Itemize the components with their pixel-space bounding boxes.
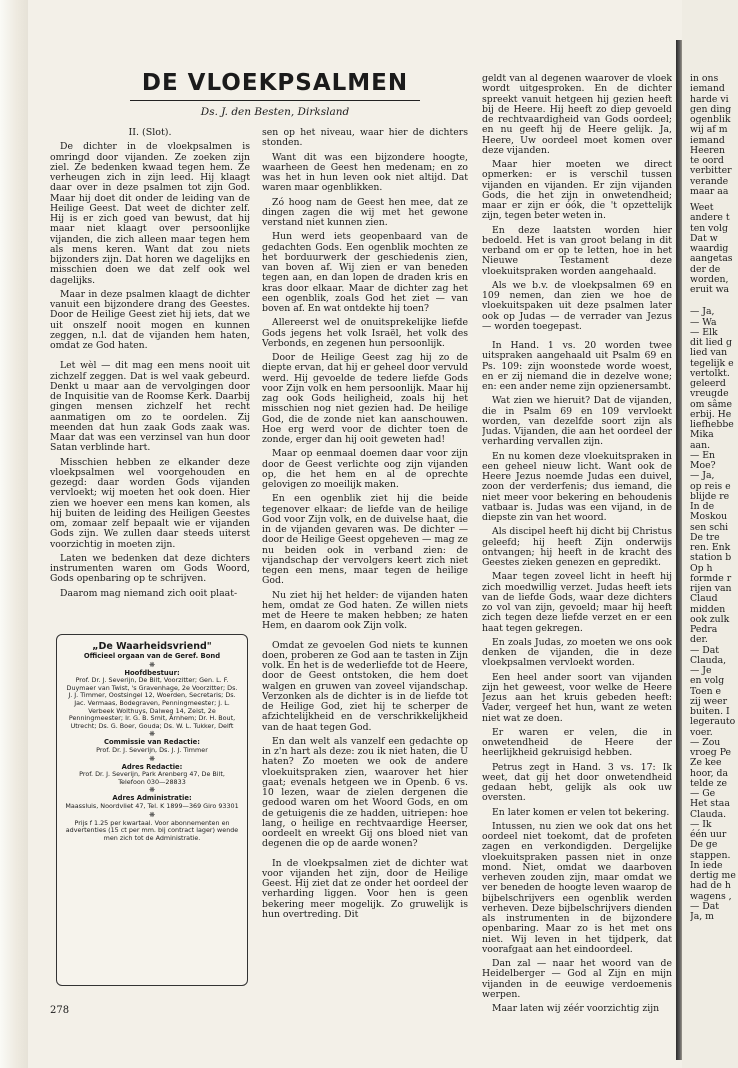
paragraph: Als we b.v. de vloekpsalmen 69 en 109 nemen, dan zien we hoe de vloekuitspaken uit deze psalmen later ook op Judas — de verrader van Jezus — worden toegepast. bbox=[482, 279, 672, 332]
fragment-line: erbij. He bbox=[690, 408, 732, 420]
fragment-line: Ze kee bbox=[690, 757, 722, 769]
masthead-title: „De Waarheidsvriend" bbox=[92, 641, 212, 652]
paragraph: En dan welt als vanzelf een gedachte op in z'n hart als deze: zou ik niet haten, die U haten? Zo moeten we ook de andere vloekuitspraken zien, waarover het hier gaat; evenals hetgeen we in Openb. 6 vs. 10 lezen, waar de zielen dergenen die gedood waren om het Woord Gods, en om de getuigenis die ze hadden, uitriepen: hoe lang, o heilige en rechtvaardige Heerser, oordeelt en wreekt Gij ons bloed niet van degenen die op de aarde wonen? bbox=[262, 735, 468, 850]
masthead-subtitle: Officieel orgaan van de Geref. Bond bbox=[83, 652, 221, 660]
paragraph: Omdat ze gevoelen God niets te kunnen doen, proberen ze God aan te tasten in Zijn volk. En het is de wederliefde tot de Heere, door de Geest ontstoken, die hem doet walgen en gruwen van zoveel vijandschap. Verzonken als de dichter is in de liefde tot de Heilige God, ziet hij te scherper de afzichtelijkheid en de verschrikkelijkheid van de haat tegen God. bbox=[262, 639, 468, 733]
paragraph: Maar in deze psalmen klaagt de dichter vanuit een bijzondere drang des Geestes. Door de Heilige Geest ziet hij iets, dat we uit onszelf nooit mogen en kunnen zeggen, n.l. dat de vijanden hem haten, omdat ze God haten. bbox=[50, 288, 250, 351]
paragraph: Als discipel heeft hij dicht bij Christus geleefd; hij heeft Zijn onderwijs ontvangen; hij heeft in de kracht des Geestes zieken genezen en gepredikt. bbox=[482, 526, 672, 568]
fragment-line: — Je bbox=[690, 665, 712, 676]
admin-heading: Adres Administratie: bbox=[112, 794, 192, 803]
paragraph: Wat zien we hieruit? Dat de vijanden, die in Psalm 69 en 109 vervloekt worden, van dezelfde soort zijn als Judas. Vijanden, die aan het oordeel der verharding vervallen zijn. bbox=[482, 395, 672, 448]
fragment-line: sen schi bbox=[690, 521, 729, 533]
fragment-line: — Ja, bbox=[690, 470, 715, 482]
fragment-line: — Ge bbox=[690, 788, 716, 799]
paragraph: Allereerst wel de onuitsprekelijke liefde Gods jegens het volk Israël, het volk des Verbonds, en zegenen hun persoonlijk. bbox=[262, 317, 468, 349]
text-column-1 bbox=[50, 128, 250, 633]
fragment-line: vreugde bbox=[690, 388, 729, 400]
paragraph: Maar tegen zoveel licht in heeft hij zich moedwillig verzet. Judas heeft iets van de liefde Gods, waar deze dichters zo vol van zijn, gevoeld; maar hij heeft zich tegen deze liefde verzet en er een haat tegen gekregen. bbox=[482, 571, 672, 634]
page-fold-shadow bbox=[0, 0, 28, 1068]
fragment-line: — Ik bbox=[690, 818, 712, 830]
fragment-line: — Elk bbox=[690, 326, 718, 338]
fragment-line: vertolkt. bbox=[690, 367, 730, 379]
article-title: DE VLOEKPSALMEN bbox=[141, 70, 409, 96]
fragment-line: De tre bbox=[690, 531, 720, 543]
fragment-line: legerauto bbox=[690, 716, 736, 728]
paragraph: geldt van al degenen waarover de vloek wordt uitgesproken. En de dichter spreekt vanuit hetgeen hij gezien heeft bij de Heere. Hij heeft zo diep gevoeld de rechtvaardigheid van Gods oordeel; en nu geeft hij de Heere gelijk. Ja, Heere, Uw oordeel moet komen over deze vijanden. bbox=[482, 74, 672, 156]
fragment-line: iemand bbox=[690, 134, 725, 146]
paragraph: Er waren er velen, die in onwetendheid de Heere der heerlijkheid gekruisigd hebben. bbox=[482, 726, 672, 759]
paragraph: In de vloekpsalmen ziet de dichter wat voor vijanden het zijn, door de Heilige Geest. Hij ziet dat ze onder het oordeel der verharding liggen. Voor hen is geen bekering meer mogelijk. Zo gruwelijk is hun overtreding. Dit bbox=[262, 857, 468, 920]
fragment-line: buiten. I bbox=[690, 706, 730, 717]
ornament-icon: ❋ bbox=[149, 786, 155, 795]
paragraph: Maar op eenmaal doemen daar voor zijn door de Geest verlichte oog zijn vijanden op, die het hem en al de oprechte gelovigen zo moeilijk maken. bbox=[262, 448, 468, 490]
paragraph: Maar hier moeten we direct opmerken: er is verschil tussen vijanden en vijanden. Er zijn vijanden Gods, die het zijn in onwetendheid; maar er zijn er óók, die 't opzettelijk zijn, tegen beter weten in. bbox=[482, 159, 672, 222]
text-column-3 bbox=[482, 74, 672, 1014]
fragment-line: Moskou bbox=[690, 511, 728, 523]
fragment-line: gen ding bbox=[690, 103, 732, 115]
fragment-line: wagens , bbox=[690, 890, 732, 902]
fragment-line: Het staa bbox=[690, 798, 730, 810]
paragraph: Dan zal — naar het woord van de Heidelberger — God al Zijn en mijn vijanden in de eeuwige verdoemenis werpen. bbox=[482, 958, 672, 1000]
fragment-line: vroeg Pe bbox=[690, 747, 732, 758]
article-subhead: II. (Slot). bbox=[128, 128, 172, 138]
fragment-line: ook zulk bbox=[690, 613, 730, 625]
fragment-line: Ja, m bbox=[690, 911, 714, 922]
fragment-line: De ge bbox=[690, 839, 718, 851]
fragment-line: In de bbox=[690, 501, 715, 512]
fragment-line: geleerd bbox=[690, 378, 726, 389]
fragment-line: Claud bbox=[690, 593, 718, 605]
fragment-line: Pedra bbox=[690, 624, 718, 635]
fragment-line: en volg bbox=[690, 675, 725, 687]
paragraph: Let wèl — dit mag een mens nooit uit zichzelf zeggen. Dat is wel vaak gebeurd. Denkt u maar aan de vervolgingen door de Inquisitie van de Roomse Kerk. Daarbij gingen mensen zichzelf het recht aanmatigen om zo te oordelen. Zij meenden dat hun zaak Gods zaak was. Maar dat was een verzinsel van hun door Satan verblinde hart. bbox=[50, 360, 250, 454]
text-column-2 bbox=[262, 128, 468, 993]
editorial-text: Prof. Dr. J. Severijn, Ds. J. J. Timmer bbox=[96, 745, 208, 754]
fragment-line: dertig me bbox=[690, 870, 736, 881]
fragment-line: waardig bbox=[690, 243, 729, 254]
ornament-icon: ❋ bbox=[149, 810, 155, 819]
admin-text: Maassluis, Noordvliet 47, Tel. K 1899—369 Giro 93301 bbox=[65, 801, 239, 810]
editorial-heading: Commissie van Redactie: bbox=[103, 738, 200, 747]
page-number: 278 bbox=[50, 1005, 70, 1016]
paragraph: Door de Heilige Geest zag hij zo de diepte ervan, dat hij er geheel door vervuld werd. Hij gevoelde de tedere liefde Gods voor Zijn volk en hem persoonlijk. Maar hij zag ook Gods heiligheid, zoals hij het misschien nog niet gezien had. De heilige God, die de zonde niet kan aanschouwen. Hoe erg werd voor de dichter toen de zonde, erger dan hij ooit geweten had! bbox=[262, 352, 468, 445]
fragment-line: verande bbox=[690, 175, 729, 187]
fragment-line: ogenblik bbox=[690, 114, 731, 125]
paragraph: En een ogenblik ziet hij die beide tegenover elkaar: de liefde van de heilige God voor Zijn volk, en de duivelse haat, die in de vijanden gevaren was. De dichter — door de Heilige Geest opgeheven — mag ze nu beiden ook in verband zien: de vijandschap der vervolgers keert zich niet tegen een mens, maar tegen de heilige God. bbox=[262, 493, 468, 587]
fragment-line: station b bbox=[690, 552, 732, 564]
fragment-line: in ons bbox=[690, 74, 719, 84]
fragment-line: stappen. bbox=[690, 849, 731, 861]
fragment-line: Toen e bbox=[690, 685, 722, 697]
fragment-line: eruit wa bbox=[690, 284, 730, 295]
fragment-line: rijen van bbox=[690, 583, 732, 594]
paragraph: Zó hoog nam de Geest hen mee, dat ze dingen zagen die wij met het gewone verstand niet kunnen zien. bbox=[262, 196, 468, 228]
masthead-box bbox=[56, 634, 248, 986]
fragment-line: Clauda. bbox=[690, 808, 727, 820]
fragment-line: zij weer bbox=[690, 695, 728, 707]
ornament-icon: ❋ bbox=[149, 754, 155, 763]
fragment-line: der. bbox=[690, 634, 708, 646]
fragment-line: Weet bbox=[690, 202, 714, 213]
fragment-line: hoor, da bbox=[690, 767, 729, 779]
paragraph: Maar laten wij zéér voorzichtig zijn bbox=[492, 1003, 660, 1014]
fragment-line: Heeren bbox=[690, 144, 726, 156]
fragment-line: op reis e bbox=[690, 480, 731, 492]
fragment-line: — Zou bbox=[690, 736, 721, 748]
fragment-line: aangetas bbox=[690, 253, 733, 265]
fragment-line: lied van bbox=[690, 347, 728, 359]
fragment-line: — Ja, bbox=[690, 306, 715, 318]
fragment-line: formde r bbox=[690, 572, 732, 584]
address-text: Prof. Dr. J. Severijn, Park Arenberg 47, De Bilt, Telefoon 030—28833 bbox=[79, 770, 225, 786]
fragment-line: — Dat bbox=[690, 644, 719, 656]
paragraph: En zoals Judas, zo moeten we ons ook denken de vijanden, die in deze vloekpsalmen vervloekt worden. bbox=[482, 636, 672, 669]
paragraph: Petrus zegt in Hand. 3 vs. 17: Ik weet, dat gij het door onwetendheid gedaan hebt, gelijk als ook uw oversten. bbox=[482, 761, 672, 804]
fragment-line: midden bbox=[690, 603, 726, 615]
fragment-line: worden, bbox=[690, 273, 729, 285]
fragment-line: aan. bbox=[690, 439, 711, 451]
fragment-line: te oord bbox=[690, 155, 724, 166]
next-page-fragment bbox=[690, 74, 738, 1034]
fragment-line: Dat w bbox=[690, 232, 718, 244]
paragraph: Misschien hebben ze elkander deze vloekpsalmen wel voorgehouden en gezegd: daar worden Gods vijanden vervloekt; wij moeten het ook doen. Hier zien we hoever een mens kan komen, als hij buiten de leiding des Heiligen Geestes om, zomaar zelf bepaalt wie er vijanden Gods zijn. We zullen daar steeds uiterst voorzichtig in moeten zijn. bbox=[50, 456, 250, 550]
fragment-line: In iede bbox=[690, 859, 723, 871]
fragment-line: telde ze bbox=[690, 777, 728, 789]
fragment-line: voer. bbox=[690, 726, 713, 738]
board-heading: Hoofdbestuur: bbox=[124, 668, 180, 677]
fragment-line: blijde re bbox=[690, 490, 730, 502]
fragment-line: Clauda, bbox=[690, 654, 727, 666]
fragment-line: liefhebbe bbox=[690, 419, 734, 430]
paragraph: Intussen, nu zien we ook dat ons het oordeel niet toekomt, dat de profeten zagen en verkondigden. Dergelijke vloekuitspraken passen niet in onze mond. Niet, omdat we daarboven verheven zouden zijn, maar omdat we ver beneden de hoogte leven waarop de bijbelschrijvers een ogenblik werden verheven. Deze bijbelschrijvers dienden als instrumenten in de bijzondere openbaring. Maar zo is het met ons niet. Wij leven in het tijdperk, dat voorafgaat aan het eindoordeel. bbox=[482, 820, 672, 955]
paragraph: En later komen er velen tot bekering. bbox=[492, 806, 670, 818]
board-text: Prof. Dr. J. Severijn, De Bilt, Voorzitter; Gen. L. F. Duymaer van Twist, 's Gravenhage, 2e Voorzitter; Ds. J. J. Timmer, Oostsingel 12, Woerden, Secretaris; Ds. Jac. Vermaas, Bodegraven, Penningmeester; J. L. Verbeek Wolthuys, Dalweg 14, Zeist, 2e Penningmeester; Ir. G. B. Smit, Arnhem; Dr. H. Bout, Utrecht; Ds. G. Boer, Gouda; Ds. W. L. Tukker, Delft bbox=[66, 676, 238, 730]
fragment-line: om sâme bbox=[690, 398, 732, 410]
fragment-line: tegelijk e bbox=[690, 357, 734, 369]
fragment-line: Moe? bbox=[690, 460, 716, 471]
article-author: Ds. J. den Besten, Dirksland bbox=[200, 106, 350, 118]
fragment-line: verbitter bbox=[690, 165, 732, 177]
fragment-line: der de bbox=[690, 263, 721, 275]
paragraph: Laten we bedenken dat deze dichters instrumenten waren om Gods Woord, Gods openbaring op te schrijven. bbox=[50, 552, 250, 585]
paragraph: Nu ziet hij het helder: de vijanden haten hem, omdat ze God haten. Ze willen niets met de Heere te maken hebben; ze haten Hem, en daarom ook Zijn volk. bbox=[262, 589, 468, 632]
paragraph: De dichter in de vloekpsalmen is omringd door vijanden. Ze zoeken zijn ziel. Ze bedenken kwaad tegen hem. Ze verheugen zich in zijn leed. Hij klaagt daar over in deze psalmen tot zijn God. Maar hij doet dit onder de leiding van de Heilige Geest. Dat weet de dichter zelf. Hij is er zich goed van bewust, dat hij maar niet klaagt over persoonlijke vijanden, die zich alleen maar tegen hem als mens keren. Want dat zou niets bijzonders zijn. Dat horen we dagelijks en misschien doen we dat zelf ook wel dagelijks. bbox=[50, 141, 250, 286]
paragraph: sen op het niveau, waar hier de dichters stonden. bbox=[262, 128, 468, 149]
paragraph: Hun werd iets geopenbaard van de gedachten Gods. Een ogenblik mochten ze het borduurwerk der geschiedenis zien, van boven af. Wij zien er van beneden tegen aan, en dan lopen de draden kris en kras door elkaar. Maar de dichter zag het een ogenblik, zoals God het ziet — van boven af. En wat ontdekte hij toen? bbox=[262, 231, 468, 314]
fragment-line: wij af m bbox=[690, 124, 728, 136]
fragment-line: — En bbox=[690, 449, 716, 461]
fragment-line: Op h bbox=[690, 562, 713, 574]
fragment-line: één uur bbox=[690, 829, 727, 840]
fragment-line: harde vi bbox=[690, 93, 729, 105]
fragment-line: — Wa bbox=[690, 316, 717, 328]
fragment-line: andere t bbox=[690, 212, 730, 224]
fragment-line: ten volg bbox=[690, 222, 728, 234]
paragraph: Want dit was een bijzondere hoogte, waarheen de Geest hen medenam; en zo was het in hun leven ook niet altijd. Dat waren maar ogenblikken. bbox=[262, 151, 468, 194]
address-heading: Adres Redactie: bbox=[121, 762, 183, 771]
paragraph: In Hand. 1 vs. 20 worden twee uitspraken aangehaald uit Psalm 69 en Ps. 109: zijn woonstede worde woest, en er zij niemand die in dezelve wone; en: een ander neme zijn opzienersambt. bbox=[482, 340, 672, 392]
ornament-icon: ❋ bbox=[149, 730, 155, 739]
fragment-line: — Dat bbox=[690, 900, 719, 912]
paragraph: Een heel ander soort van vijanden zijn het geweest, voor welke de Heere Jezus aan het kruis gebeden heeft: Vader, vergeef het hun, want ze weten niet wat ze doen. bbox=[482, 671, 672, 724]
title-rule bbox=[130, 100, 420, 101]
fragment-line: iemand bbox=[690, 83, 725, 95]
fragment-line: Mika bbox=[690, 429, 714, 441]
fragment-line: maar aa bbox=[690, 185, 729, 197]
paragraph: En nu komen deze vloekuitspraken in een geheel nieuw licht. Want ook de Heere Jezus noemde Judas een duivel, zoon der verderfenis; dus iemand, die niet meer voor bekering en behoudenis vatbaar is. Judas was een vijand, in de diepste zin van het woord. bbox=[482, 450, 672, 523]
ornament-icon: ❋ bbox=[149, 660, 155, 669]
fragment-line: ren. Enk bbox=[690, 542, 731, 553]
fragment-line: had de h bbox=[690, 880, 731, 892]
price-text: Prijs f 1.25 per kwartaal. Voor abonnementen en advertenties (15 ct per mm. bij contract lager) wende men zich tot de Administratie. bbox=[65, 818, 239, 842]
paragraph: Daarom mag niemand zich ooit plaat- bbox=[60, 587, 238, 599]
fragment-line: dit lied g bbox=[690, 337, 732, 348]
paragraph: En deze laatsten worden hier bedoeld. Het is van groot belang in dit verband om er op te letten, hoe in het Nieuwe Testament deze vloekuitspraken worden aangehaald. bbox=[482, 224, 672, 277]
